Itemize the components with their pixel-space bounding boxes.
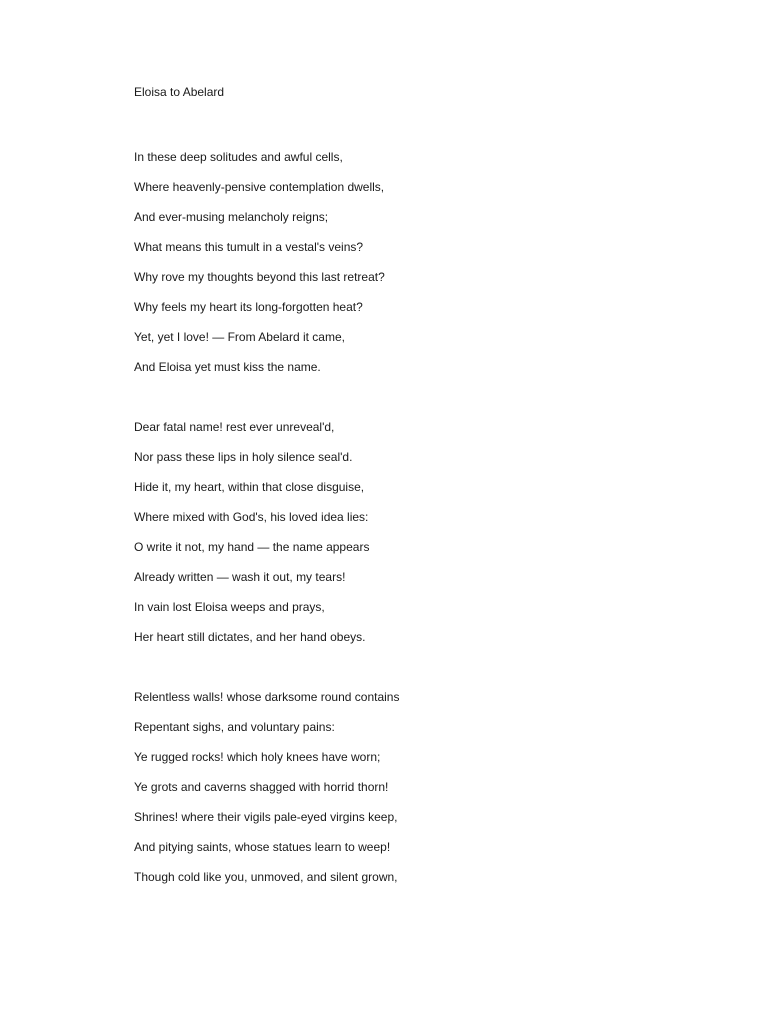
poem-line: In vain lost Eloisa weeps and prays, — [134, 600, 325, 614]
poem-line: Dear fatal name! rest ever unreveal'd, — [134, 420, 335, 434]
poem-line: And pitying saints, whose statues learn to weep! — [134, 840, 391, 854]
stanza-1 — [134, 142, 694, 382]
poem-line: Though cold like you, unmoved, and silent grown, — [134, 870, 398, 884]
poem-line: In these deep solitudes and awful cells, — [134, 150, 343, 164]
poem-line: And ever-musing melancholy reigns; — [134, 210, 329, 224]
stanza-2 — [134, 412, 694, 652]
poem-title: Eloisa to Abelard — [134, 85, 225, 99]
poem-line: What means this tumult in a vestal's veins? — [134, 240, 364, 254]
poem-line: Where heavenly-pensive contemplation dwells, — [134, 180, 385, 194]
poem-line: Ye grots and caverns shagged with horrid thorn! — [134, 780, 389, 794]
poem-line: O write it not, my hand — the name appears — [134, 540, 370, 554]
poem-line: Already written — wash it out, my tears! — [134, 570, 346, 584]
poem-line: Ye rugged rocks! which holy knees have worn; — [134, 750, 381, 764]
poem-line: Where mixed with God's, his loved idea lies: — [134, 510, 369, 524]
poem-line: And Eloisa yet must kiss the name. — [134, 360, 321, 374]
poem-line: Shrines! where their vigils pale-eyed virgins keep, — [134, 810, 398, 824]
poem-line: Her heart still dictates, and her hand obeys. — [134, 630, 366, 644]
poem-body — [134, 82, 694, 892]
poem-line: Why rove my thoughts beyond this last retreat? — [134, 270, 385, 284]
poem-line: Repentant sighs, and voluntary pains: — [134, 720, 335, 734]
poem-line: Hide it, my heart, within that close disguise, — [134, 480, 365, 494]
poem-line: Relentless walls! whose darksome round contains — [134, 690, 400, 704]
poem-line: Why feels my heart its long-forgotten heat? — [134, 300, 363, 314]
stanza-3 — [134, 682, 694, 892]
poem-line: Nor pass these lips in holy silence seal'd. — [134, 450, 353, 464]
poem-line: Yet, yet I love! — From Abelard it came, — [134, 330, 345, 344]
